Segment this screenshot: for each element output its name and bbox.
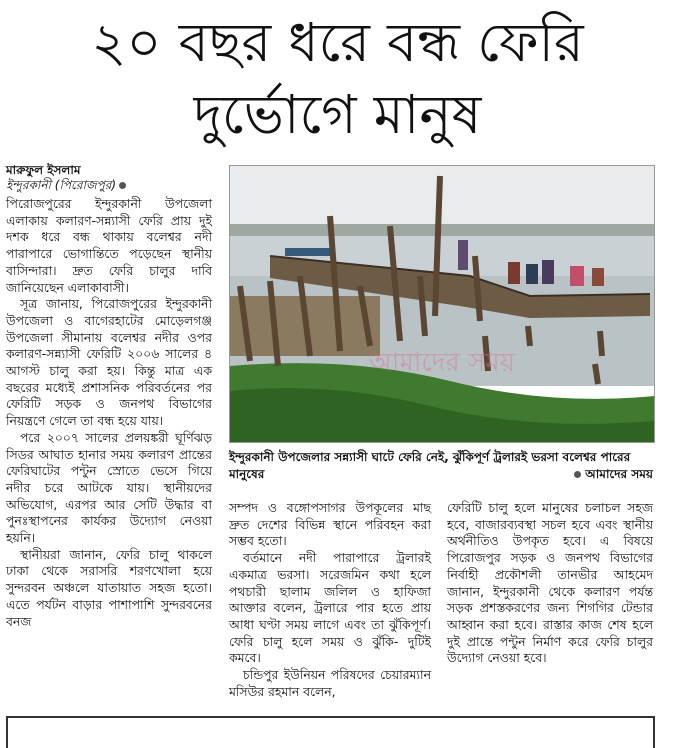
byline	[6, 163, 226, 193]
headline-line-2: দুর্ভোগে মানুষ	[193, 83, 482, 146]
paragraph: স্থানীয়রা জানান, ফেরি চালু থাকলে ঢাকা থেকে সরাসরি শরণখোলা হয়ে সুন্দরবন অঞ্চলে যাতায়াত সহজ হতো। এতে পর্যটন বাড়ার পাশাপাশি সুন্দরবনের বনজ	[6, 546, 212, 629]
next-article-frame	[6, 716, 655, 748]
paragraph: সম্পদ ও বঙ্গোপসাগর উপকূলের মাছ দ্রুত দেশের বিভিন্ন স্থানে পরিবহন করা সম্ভব হতো।	[229, 500, 431, 549]
article-column-1	[6, 196, 212, 630]
paragraph: পিরোজপুরের ইন্দুরকানী উপজেলা এলাকায় কলারণ-সন্ন্যাসী ফেরি প্রায় দুই দশক ধরে বন্ধ থাকায় বলেশ্বর নদী পারাপারে ভোগান্তিতে পড়েছেন স্থানীয় বাসিন্দারা। দ্রুত ফেরি চালুর দাবি জানিয়েছেন এলাকাবাসী।	[6, 196, 212, 295]
bullet-icon	[119, 182, 126, 189]
paragraph: চন্ডিপুর ইউনিয়ন পরিষদের চেয়ারম্যান মসিউর রহমান বলেন,	[229, 667, 431, 699]
author-name: মারুফুল ইসলাম	[6, 163, 81, 177]
article-column-2	[229, 500, 431, 700]
bullet-icon	[574, 471, 581, 478]
paragraph: বর্তমানে নদী পারাপারে ট্রলারই একমাত্র ভরসা। সরেজমিন কথা হলে পথচারী ছালাম জলিল ও হাফিজা আক্তার বলেন, ট্রলারে পার হতে প্রায় আধা ঘণ্টা সময় লাগে এবং তা ঝুঁকিপূর্ণ। ফেরি চালু হলে সময় ও ঝুঁকি- দুটিই কমবে।	[229, 550, 431, 666]
photo-credit	[571, 466, 653, 483]
caption-text: ইন্দুরকানী উপজেলার সন্ন্যাসী ঘাটে ফেরি নেই, ঝুঁকিপূর্ণ ট্রলারই ভরসা বলেশ্বর পারের মানুষের	[229, 450, 631, 481]
headline-line-1: ২০ বছর ধরে বন্ধ ফেরি	[91, 11, 584, 74]
photo-caption	[229, 449, 653, 483]
paragraph: পরে ২০০৭ সালের প্রলয়ঙ্করী ঘূর্ণিঝড় সিডর আঘাত হানার সময় কলারণ প্রান্তের ফেরিঘাটের পন্টুন স্রোতে ভেসে গিয়ে নদীর চরে আটকে যায়। স্থানীয়দের অভিযোগ, এরপর আর সেটি উদ্ধার বা পুনঃস্থাপনের কার্যকর উদ্যোগ নেওয়া হয়নি।	[6, 429, 212, 546]
news-photo	[229, 165, 655, 443]
photo-credit-text: আমাদের সময়	[585, 467, 653, 481]
article-column-3	[447, 500, 653, 667]
paragraph: ফেরিটি চালু হলে মানুষের চলাচল সহজ হবে, বাজারব্যবস্থা সচল হবে এবং স্থানীয় অর্থনীতিও উপকৃত হবে। এ বিষয়ে পিরোজপুর সড়ক ও জনপথ বিভাগের নির্বাহী প্রকৌশলী তানভীর আহমেদ জানান, ইন্দুরকানী থেকে কলারণ পর্যন্ত সড়ক প্রশস্তকরণের জন্য শিগগির টেন্ডার আহ্বান করা হবে। রাস্তার কাজ শেষ হলে দুই প্রান্তে পন্টুন নির্মাণ করে ফেরি চালুর উদ্যোগ নেওয়া হবে।	[447, 500, 653, 666]
paragraph: সূত্র জানায়, পিরোজপুরের ইন্দুরকানী উপজেলা ও বাগেরহাটের মোড়েলগঞ্জ উপজেলা সীমানায় বলেশ্বর নদীর ওপর কলারণ-সন্ন্যাসী ফেরিটি ২০০৬ সালের ৪ আগস্ট চালু করা হয়। কিন্তু মাত্র এক বছরের মধ্যেই প্রশাসনিক পরিবর্তনের পর ফেরিটি সড়ক ও জনপথ বিভাগের নিয়ন্ত্রণে গেলে তা বন্ধ হয়ে যায়।	[6, 296, 212, 429]
dateline: ইন্দুরকানী (পিরোজপুর)	[6, 178, 117, 192]
photo-watermark: আমাদের সময়	[369, 348, 515, 378]
